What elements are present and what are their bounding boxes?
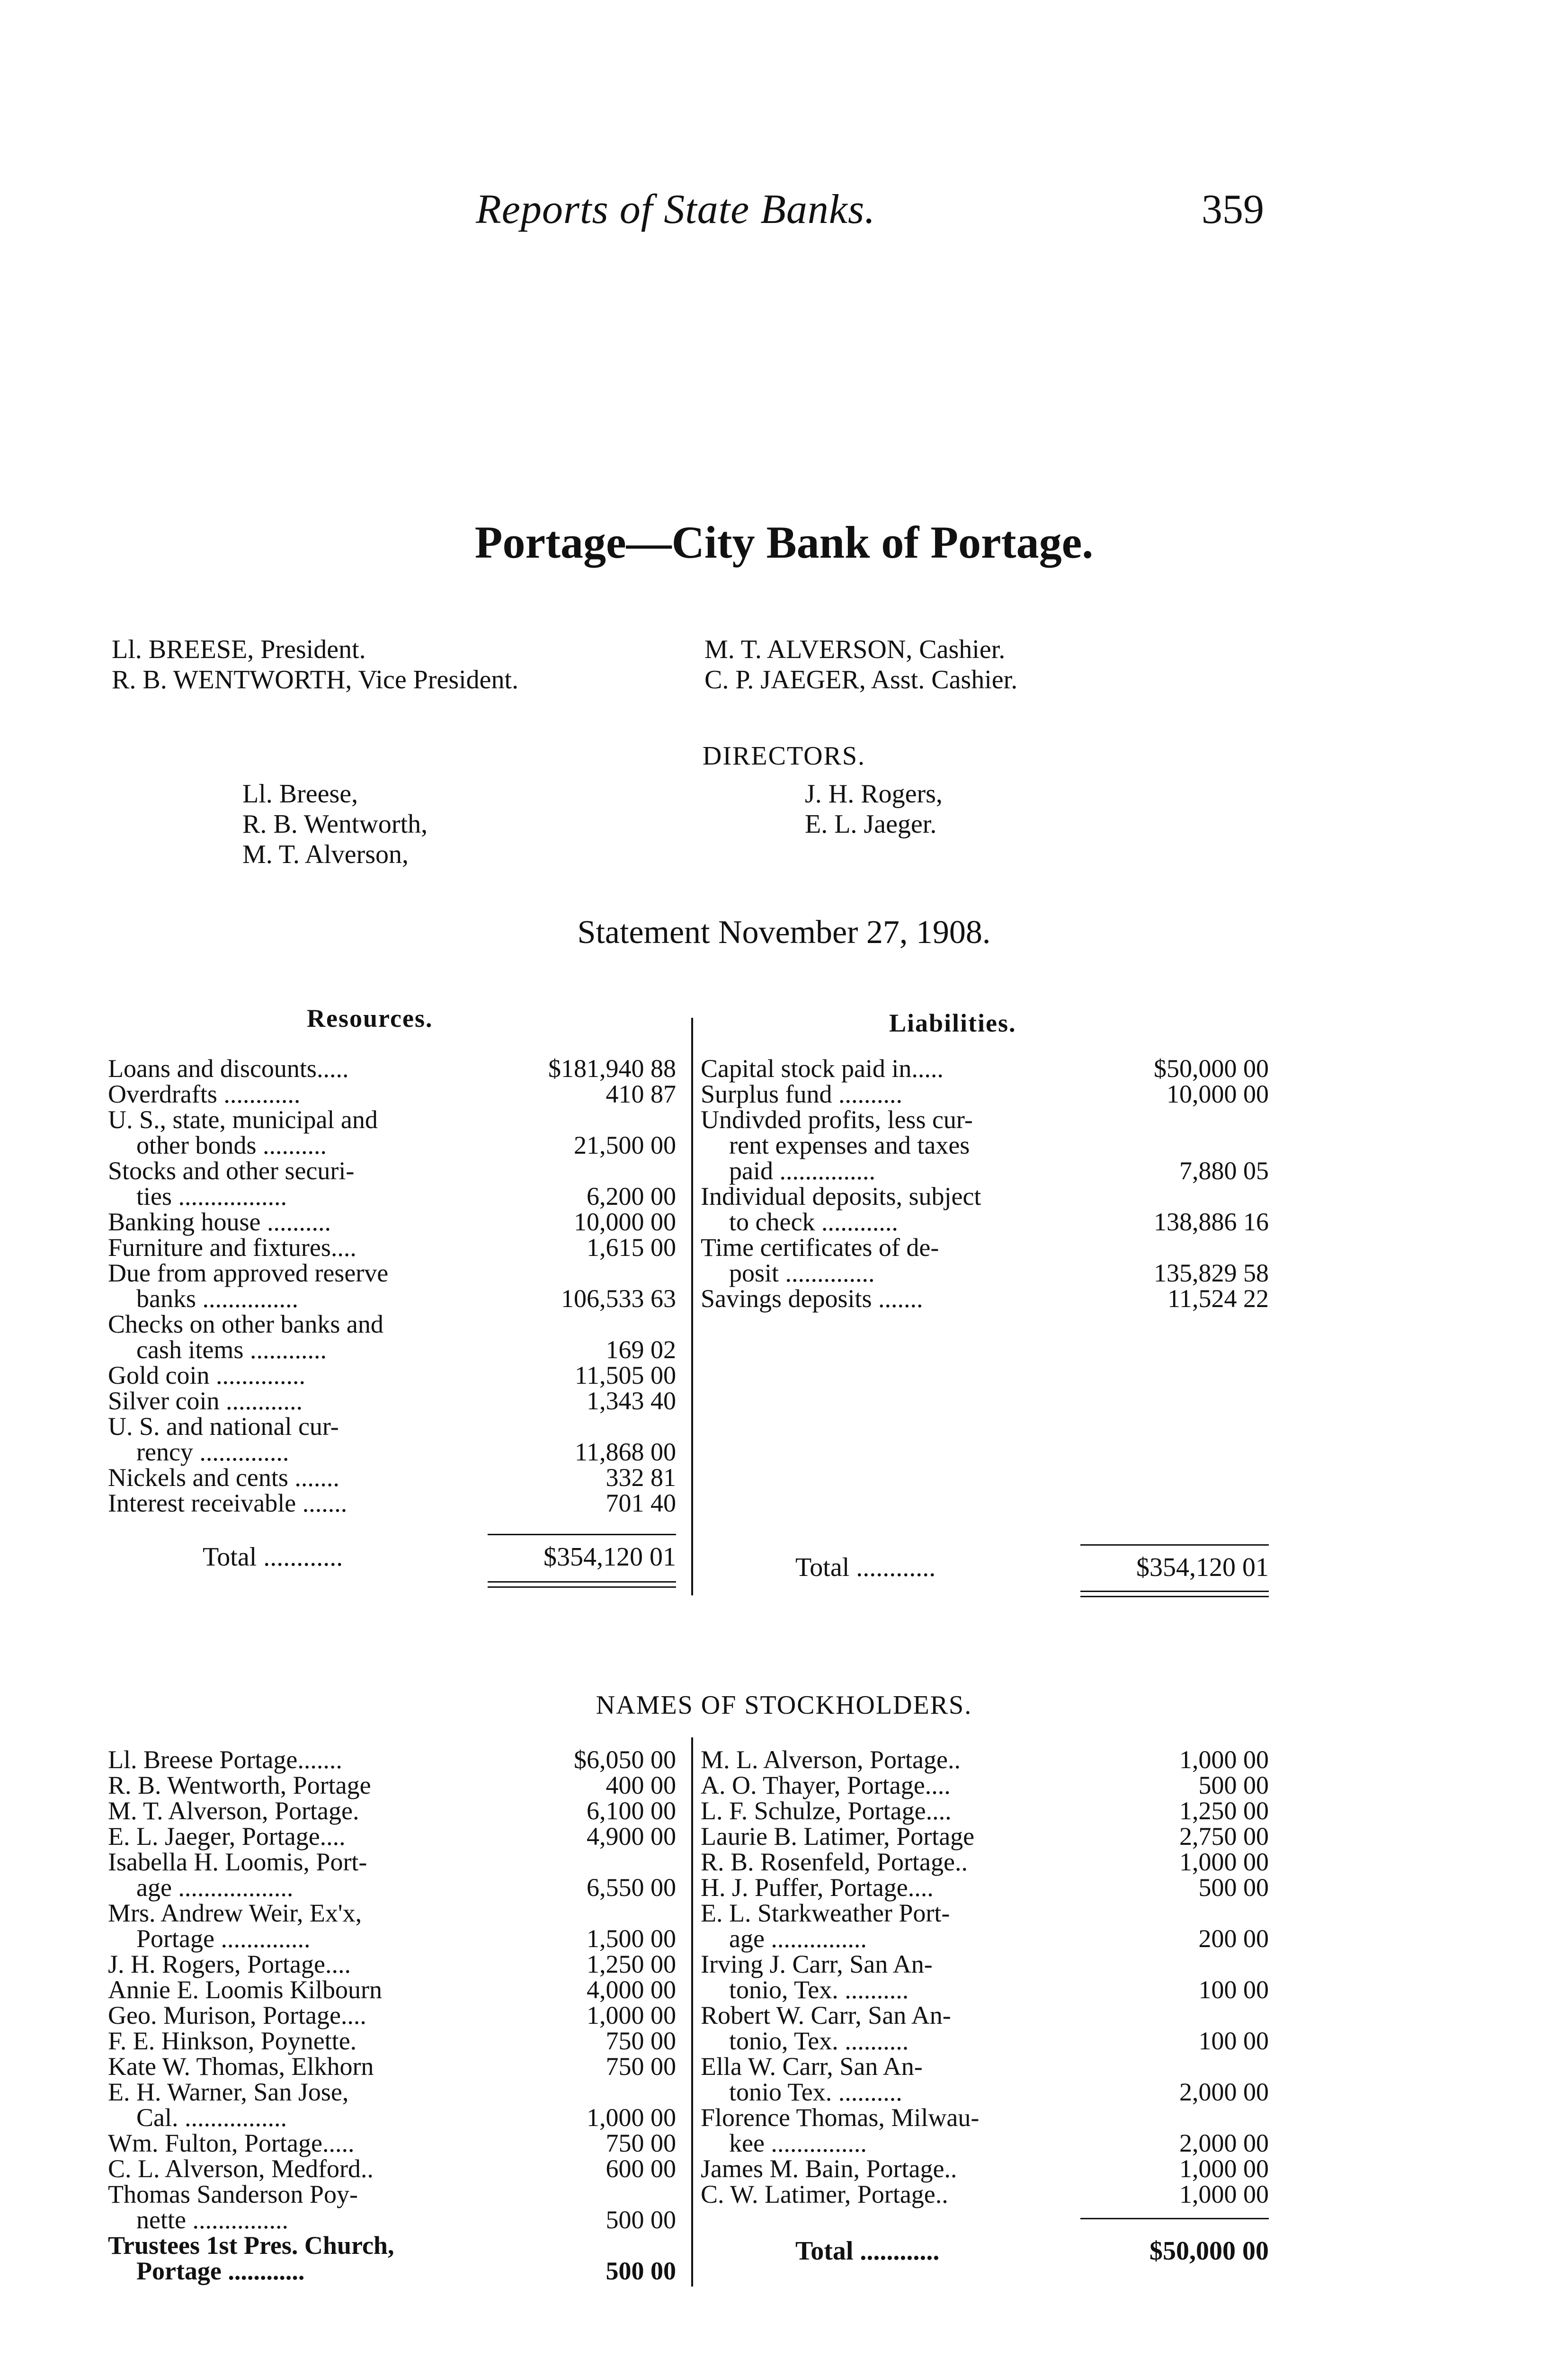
row-label: Furniture and fixtures.... xyxy=(108,1233,356,1262)
row-amount: 600 00 xyxy=(606,2154,676,2183)
table-row xyxy=(108,1875,681,1900)
row-label: tonio, Tex. .......... xyxy=(729,1975,909,2004)
row-label: posit .............. xyxy=(729,1259,875,1287)
officer-entry: C. P. JAEGER, Asst. Cashier. xyxy=(704,665,1018,694)
row-label: age .................. xyxy=(136,1873,294,1902)
row-amount: 1,615 00 xyxy=(587,1233,676,1262)
table-row xyxy=(108,1465,681,1490)
stockholders-total-amount: $50,000 00 xyxy=(1149,2236,1269,2266)
resources-sum-line xyxy=(488,1534,676,1535)
row-label: banks ............... xyxy=(136,1284,298,1313)
row-label: Trustees 1st Pres. Church, xyxy=(108,2231,394,2260)
table-row xyxy=(108,2054,681,2079)
row-label: Isabella H. Loomis, Port- xyxy=(108,1848,367,1876)
table-row xyxy=(701,1926,1274,1951)
row-amount: 7,880 05 xyxy=(1179,1157,1269,1185)
row-label: E. H. Warner, San Jose, xyxy=(108,2078,349,2106)
row-amount: 135,829 58 xyxy=(1154,1259,1269,1287)
row-amount: 6,200 00 xyxy=(587,1182,676,1210)
row-label: Due from approved reserve xyxy=(108,1259,389,1287)
row-amount: 500 00 xyxy=(606,2206,676,2234)
table-row xyxy=(108,1439,681,1465)
row-label: Laurie B. Latimer, Portage xyxy=(701,1822,975,1851)
table-row xyxy=(108,2105,681,2130)
table-row xyxy=(701,1209,1274,1235)
row-amount: 1,343 40 xyxy=(587,1387,676,1415)
row-label: to check ............ xyxy=(729,1208,898,1236)
directors-right xyxy=(805,779,943,839)
table-row xyxy=(701,2028,1274,2054)
table-row xyxy=(701,1747,1274,1772)
row-label: Savings deposits ....... xyxy=(701,1284,923,1313)
resources-double-rule xyxy=(488,1581,676,1588)
row-amount: 1,000 00 xyxy=(587,2103,676,2132)
row-amount: 10,000 00 xyxy=(1167,1080,1269,1108)
liabilities-double-rule xyxy=(1080,1591,1269,1597)
row-amount: 2,000 00 xyxy=(1179,2078,1269,2106)
table-row xyxy=(108,1388,681,1414)
table-row xyxy=(108,2233,681,2258)
row-amount: 500 00 xyxy=(606,2257,676,2285)
row-label: Annie E. Loomis Kilbourn xyxy=(108,1975,382,2004)
table-row xyxy=(108,1747,681,1772)
row-label: other bonds .......... xyxy=(136,1131,327,1159)
table-row xyxy=(108,1056,681,1081)
table-row xyxy=(108,2002,681,2028)
table-row xyxy=(701,2054,1274,2079)
row-amount: 1,250 00 xyxy=(1179,1797,1269,1825)
table-row xyxy=(108,1490,681,1516)
row-amount: 1,000 00 xyxy=(587,2001,676,2029)
table-row xyxy=(701,2181,1274,2207)
table-row xyxy=(701,1107,1274,1132)
row-amount: 2,000 00 xyxy=(1179,2129,1269,2157)
director-entry: J. H. Rogers, xyxy=(805,779,943,809)
row-amount: $181,940 88 xyxy=(548,1054,676,1083)
table-row xyxy=(701,1184,1274,1209)
row-label: Geo. Murison, Portage.... xyxy=(108,2001,366,2029)
row-amount: 4,900 00 xyxy=(587,1822,676,1851)
row-label: Loans and discounts..... xyxy=(108,1054,349,1083)
row-amount: 750 00 xyxy=(606,2129,676,2157)
row-label: paid ............... xyxy=(729,1157,875,1185)
row-label: tonio Tex. .......... xyxy=(729,2078,902,2106)
table-row xyxy=(701,1977,1274,2002)
resources-total-label: Total ............ xyxy=(203,1542,343,1572)
row-amount: 1,000 00 xyxy=(1179,2180,1269,2208)
table-row xyxy=(701,1081,1274,1107)
table-row xyxy=(701,1132,1274,1158)
row-label: M. L. Alverson, Portage.. xyxy=(701,1745,961,1774)
table-row xyxy=(108,1951,681,1977)
directors-left xyxy=(242,779,428,870)
resources-table xyxy=(108,1056,681,1516)
stockholders-sum-line xyxy=(1080,2218,1269,2219)
row-amount: 332 81 xyxy=(606,1463,676,1492)
resources-heading: Resources. xyxy=(307,1004,433,1032)
row-amount: 1,000 00 xyxy=(1179,2154,1269,2183)
row-amount: 400 00 xyxy=(606,1771,676,1799)
row-amount: 138,886 16 xyxy=(1154,1208,1269,1236)
row-label: cash items ............ xyxy=(136,1335,327,1364)
liabilities-total-amount: $354,120 01 xyxy=(1136,1553,1269,1582)
row-label: Capital stock paid in..... xyxy=(701,1054,944,1083)
table-row xyxy=(108,1286,681,1311)
table-row xyxy=(701,2079,1274,2105)
table-row xyxy=(701,1260,1274,1286)
row-amount: 500 00 xyxy=(1198,1873,1269,1902)
row-label: C. L. Alverson, Medford.. xyxy=(108,2154,374,2183)
table-row xyxy=(108,1977,681,2002)
table-row xyxy=(108,1132,681,1158)
row-label: Time certificates of de- xyxy=(701,1233,939,1262)
table-row xyxy=(701,1056,1274,1081)
row-amount: 1,000 00 xyxy=(1179,1848,1269,1876)
table-row xyxy=(701,1951,1274,1977)
table-row xyxy=(108,1362,681,1388)
table-row xyxy=(108,1900,681,1926)
row-label: Surplus fund .......... xyxy=(701,1080,903,1108)
table-row xyxy=(701,2002,1274,2028)
row-label: James M. Bain, Portage.. xyxy=(701,2154,957,2183)
table-row xyxy=(108,1772,681,1798)
row-label: Thomas Sanderson Poy- xyxy=(108,2180,358,2208)
table-row xyxy=(108,1926,681,1951)
table-row xyxy=(108,2028,681,2054)
table-row xyxy=(701,1158,1274,1184)
row-label: Banking house .......... xyxy=(108,1208,331,1236)
row-amount: 750 00 xyxy=(606,2052,676,2081)
row-amount: 750 00 xyxy=(606,2027,676,2055)
director-entry: R. B. Wentworth, xyxy=(242,810,428,839)
page-number: 359 xyxy=(1202,187,1264,232)
table-row xyxy=(108,2207,681,2233)
row-amount: $50,000 00 xyxy=(1154,1054,1269,1083)
liabilities-table xyxy=(701,1056,1274,1311)
row-amount: 106,533 63 xyxy=(561,1284,676,1313)
row-label: Gold coin .............. xyxy=(108,1361,305,1389)
officers-right xyxy=(704,634,1017,695)
row-amount: 100 00 xyxy=(1198,1975,1269,2004)
officer-entry: M. T. ALVERSON, Cashier. xyxy=(704,635,1006,664)
table-row xyxy=(701,1235,1274,1260)
director-entry: Ll. Breese, xyxy=(242,779,358,809)
row-amount: 410 87 xyxy=(606,1080,676,1108)
row-label: Robert W. Carr, San An- xyxy=(701,2001,951,2029)
statement-title: Statement November 27, 1908. xyxy=(577,914,991,951)
stockholders-heading: NAMES OF STOCKHOLDERS. xyxy=(596,1691,972,1720)
row-label: C. W. Latimer, Portage.. xyxy=(701,2180,948,2208)
table-row xyxy=(701,1849,1274,1875)
row-amount: 2,750 00 xyxy=(1179,1822,1269,1851)
table-row xyxy=(701,1772,1274,1798)
column-divider xyxy=(691,1018,693,1595)
row-amount: 11,868 00 xyxy=(575,1438,676,1466)
row-label: Mrs. Andrew Weir, Ex'x, xyxy=(108,1899,362,1927)
row-label: Portage .............. xyxy=(136,1924,311,1953)
table-row xyxy=(108,1337,681,1362)
directors-heading: DIRECTORS. xyxy=(702,741,866,771)
table-row xyxy=(108,1414,681,1439)
table-row xyxy=(701,1286,1274,1311)
table-row xyxy=(108,2258,681,2284)
row-amount: 11,505 00 xyxy=(575,1361,676,1389)
table-row xyxy=(108,2181,681,2207)
table-row xyxy=(108,1311,681,1337)
stockholders-total-label: Total ............ xyxy=(795,2236,940,2266)
director-entry: M. T. Alverson, xyxy=(242,840,409,869)
table-row xyxy=(701,1900,1274,1926)
row-amount: 10,000 00 xyxy=(574,1208,676,1236)
director-entry: E. L. Jaeger. xyxy=(805,810,937,839)
row-label: F. E. Hinkson, Poynette. xyxy=(108,2027,357,2055)
table-row xyxy=(701,1824,1274,1849)
row-amount: $6,050 00 xyxy=(574,1745,676,1774)
row-label: Checks on other banks and xyxy=(108,1310,383,1338)
row-label: Individual deposits, subject xyxy=(701,1182,981,1210)
row-label: rency .............. xyxy=(136,1438,289,1466)
row-amount: 4,000 00 xyxy=(587,1975,676,2004)
row-label: R. B. Wentworth, Portage xyxy=(108,1771,371,1799)
row-label: A. O. Thayer, Portage.... xyxy=(701,1771,951,1799)
row-label: H. J. Puffer, Portage.... xyxy=(701,1873,934,1902)
row-amount: 701 40 xyxy=(606,1489,676,1517)
row-label: Kate W. Thomas, Elkhorn xyxy=(108,2052,374,2081)
row-amount: 1,000 00 xyxy=(1179,1745,1269,1774)
row-label: U. S., state, municipal and xyxy=(108,1105,378,1134)
row-label: Nickels and cents ....... xyxy=(108,1463,339,1492)
row-amount: 500 00 xyxy=(1198,1771,1269,1799)
liabilities-sum-line xyxy=(1080,1544,1269,1546)
table-row xyxy=(108,1184,681,1209)
resources-total-amount: $354,120 01 xyxy=(543,1542,676,1572)
stockholders-right-table xyxy=(701,1747,1274,2207)
row-label: E. L. Starkweather Port- xyxy=(701,1899,950,1927)
row-label: Portage ............ xyxy=(136,2257,305,2285)
row-label: L. F. Schulze, Portage.... xyxy=(701,1797,952,1825)
table-row xyxy=(701,2156,1274,2181)
table-row xyxy=(701,1798,1274,1824)
table-row xyxy=(108,2156,681,2181)
row-label: kee ............... xyxy=(729,2129,867,2157)
row-amount: 200 00 xyxy=(1198,1924,1269,1953)
row-label: Wm. Fulton, Portage..... xyxy=(108,2129,355,2157)
row-amount: 169 02 xyxy=(606,1335,676,1364)
stockholders-left-table xyxy=(108,1747,681,2284)
row-amount: 100 00 xyxy=(1198,2027,1269,2055)
table-row xyxy=(108,1107,681,1132)
row-label: Ella W. Carr, San An- xyxy=(701,2052,923,2081)
row-label: Undivded profits, less cur- xyxy=(701,1105,973,1134)
row-label: E. L. Jaeger, Portage.... xyxy=(108,1822,346,1851)
officer-entry: Ll. BREESE, President. xyxy=(112,635,366,664)
table-row xyxy=(701,2130,1274,2156)
row-label: R. B. Rosenfeld, Portage.. xyxy=(701,1848,968,1876)
table-row xyxy=(701,1875,1274,1900)
table-row xyxy=(108,1158,681,1184)
row-amount: 21,500 00 xyxy=(574,1131,676,1159)
row-label: Silver coin ............ xyxy=(108,1387,303,1415)
liabilities-total-label: Total ............ xyxy=(795,1553,936,1582)
row-label: M. T. Alverson, Portage. xyxy=(108,1797,359,1825)
running-title: Reports of State Banks. xyxy=(476,187,876,232)
officer-entry: R. B. WENTWORTH, Vice President. xyxy=(112,665,519,694)
row-label: Cal. ................ xyxy=(136,2103,287,2132)
liabilities-heading: Liabilities. xyxy=(889,1009,1016,1037)
table-row xyxy=(108,1260,681,1286)
table-row xyxy=(701,2105,1274,2130)
row-label: Interest receivable ....... xyxy=(108,1489,347,1517)
officers-left xyxy=(112,634,518,695)
row-label: Overdrafts ............ xyxy=(108,1080,301,1108)
row-label: age ............... xyxy=(729,1924,867,1953)
running-head xyxy=(0,186,1568,242)
row-label: U. S. and national cur- xyxy=(108,1412,339,1441)
row-label: J. H. Rogers, Portage.... xyxy=(108,1950,351,1978)
table-row xyxy=(108,1849,681,1875)
row-amount: 6,550 00 xyxy=(587,1873,676,1902)
table-row xyxy=(108,1235,681,1260)
liabilities-total-row xyxy=(701,1555,1274,1583)
row-label: Ll. Breese Portage....... xyxy=(108,1745,342,1774)
row-label: ties ................. xyxy=(136,1182,287,1210)
row-label: nette ............... xyxy=(136,2206,288,2234)
stockholders-total-row xyxy=(701,2238,1274,2267)
bank-title: Portage—City Bank of Portage. xyxy=(474,517,1094,568)
row-label: rent expenses and taxes xyxy=(729,1131,970,1159)
table-row xyxy=(108,1081,681,1107)
row-label: Stocks and other securi- xyxy=(108,1157,355,1185)
row-amount: 1,250 00 xyxy=(587,1950,676,1978)
table-row xyxy=(108,1824,681,1849)
row-label: Florence Thomas, Milwau- xyxy=(701,2103,980,2132)
row-amount: 1,500 00 xyxy=(587,1924,676,1953)
resources-total-row xyxy=(108,1544,681,1573)
table-row xyxy=(108,1209,681,1235)
table-row xyxy=(108,2130,681,2156)
row-label: tonio, Tex. .......... xyxy=(729,2027,909,2055)
row-label: Irving J. Carr, San An- xyxy=(701,1950,933,1978)
row-amount: 11,524 22 xyxy=(1167,1284,1269,1313)
stockholders-column-divider xyxy=(691,1737,693,2287)
table-row xyxy=(108,2079,681,2105)
table-row xyxy=(108,1798,681,1824)
row-amount: 6,100 00 xyxy=(587,1797,676,1825)
